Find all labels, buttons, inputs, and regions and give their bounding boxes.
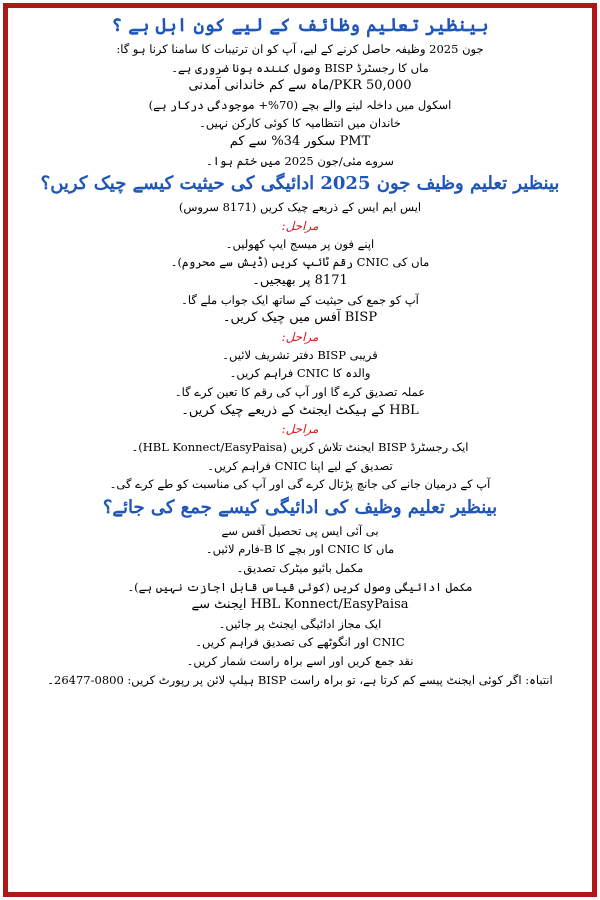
payment-status-heading: بینظیر تعلیم وظیف جون 2025 ادائیگی کی حیثیت کیسے چیک کریں؟ (40, 173, 560, 195)
collection-line: بی آئی ایس پی تحصیل آفس سے (221, 523, 379, 538)
eligibility-heading: بینظیر تعلیم وظائف کے لیے کون اہل ہے ؟ (111, 15, 489, 36)
sms-step: اپنے فون پر میسج ایپ کھولیں۔ (225, 236, 375, 251)
eligibility-line: خاندان میں انتظامیہ کا کوئی کارکن نہیں۔ (199, 116, 401, 131)
sms-step: آپ کو جمع کی حیثیت کے ساتھ ایک جواب ملے گا۔ (181, 292, 419, 307)
office-step: HBL کے ہیکٹ ایجنٹ کے ذریعے چیک کریں۔ (181, 402, 419, 418)
agent-step: ایک رجسٹرڈ BISP ایجنٹ تلاش کریں (HBL Konnect/EasyPaisa)۔ (131, 440, 469, 455)
sms-check-intro: ایس ایم ایس کے ذریعے چیک کریں (8171 سروس) (178, 200, 422, 215)
sms-step: ماں کی CNIC رقم ٹائپ کریں (ڈیش سے محروم)۔ (170, 255, 430, 270)
steps-label: مراحل: (281, 218, 319, 233)
collection-line: مکمل ادائیگی وصول کریں (کوئی قیاس قابل اجازت نہیں ہے)۔ (127, 579, 473, 594)
eligibility-line: اسکول میں داخلہ لینے والے بچے (70%+ موجودگی درکار ہے) (148, 97, 452, 112)
sms-step: 8171 پر بھیجیں۔ (252, 272, 348, 288)
office-step: قریبی BISP دفتر تشریف لائیں۔ (222, 347, 378, 362)
collection-line: CNIC اور انگوٹھے کی تصدیق فراہم کریں۔ (195, 635, 405, 650)
collection-line: ماں کا CNIC اور بچے کا B-فارم لائیں۔ (205, 542, 395, 557)
eligibility-line: سروے مئی/جون 2025 میں ختم ہوا۔ (206, 153, 394, 168)
eligibility-line: جون 2025 وظیفہ حاصل کرنے کے لیے، آپ کو ان ترتیبات کا سامنا کرنا ہو گا: (116, 42, 484, 56)
sms-step: BISP آفس میں چیک کریں۔ (222, 310, 378, 326)
collection-line: HBL Konnect/EasyPaisa ایجنٹ سے (191, 597, 409, 613)
eligibility-line: PMT سکور 34% سے کم (229, 133, 371, 149)
collection-line: مکمل بائیو میٹرک تصدیق۔ (236, 561, 364, 576)
payment-collection-heading: بینظیر تعلیم وظیف کی ادائیگی کیسے جمع کی جائے؟ (102, 496, 498, 518)
document-frame (3, 3, 597, 897)
steps-label: مراحل: (281, 329, 319, 344)
eligibility-line: ماں کا رجسٹرڈ BISP وصول کنندہ ہونا ضروری ہے۔ (171, 60, 429, 75)
office-step: والدہ کا CNIC فراہم کریں۔ (229, 366, 371, 381)
collection-line: ایک مجاز ادائیگی ایجنٹ پر جائیں۔ (218, 616, 382, 631)
agent-step: آپ کے درمیان جانے کی جانچ پڑتال کرے گی اور آپ کی مناسبت کو طے کرے گی۔ (109, 477, 491, 492)
agent-step: تصدیق کے لیے اپنا CNIC فراہم کریں۔ (207, 458, 393, 473)
eligibility-line: PKR 50,000/ماہ سے کم خاندانی آمدنی (188, 78, 412, 94)
collection-line: نقد جمع کریں اور اسے براہ راست شمار کریں۔ (186, 654, 414, 669)
office-step: عملہ تصدیق کرے گا اور آپ کی رقم کا تعین کرے گا۔ (174, 384, 426, 399)
document-content (8, 8, 592, 689)
warning-line: انتباہ: اگر کوئی ایجنٹ پیسے کم کرتا ہے، تو براہ راست BISP ہیلپ لائن پر رپورٹ کریں: 0800-26477۔ (47, 672, 553, 687)
steps-label: مراحل: (281, 422, 319, 437)
